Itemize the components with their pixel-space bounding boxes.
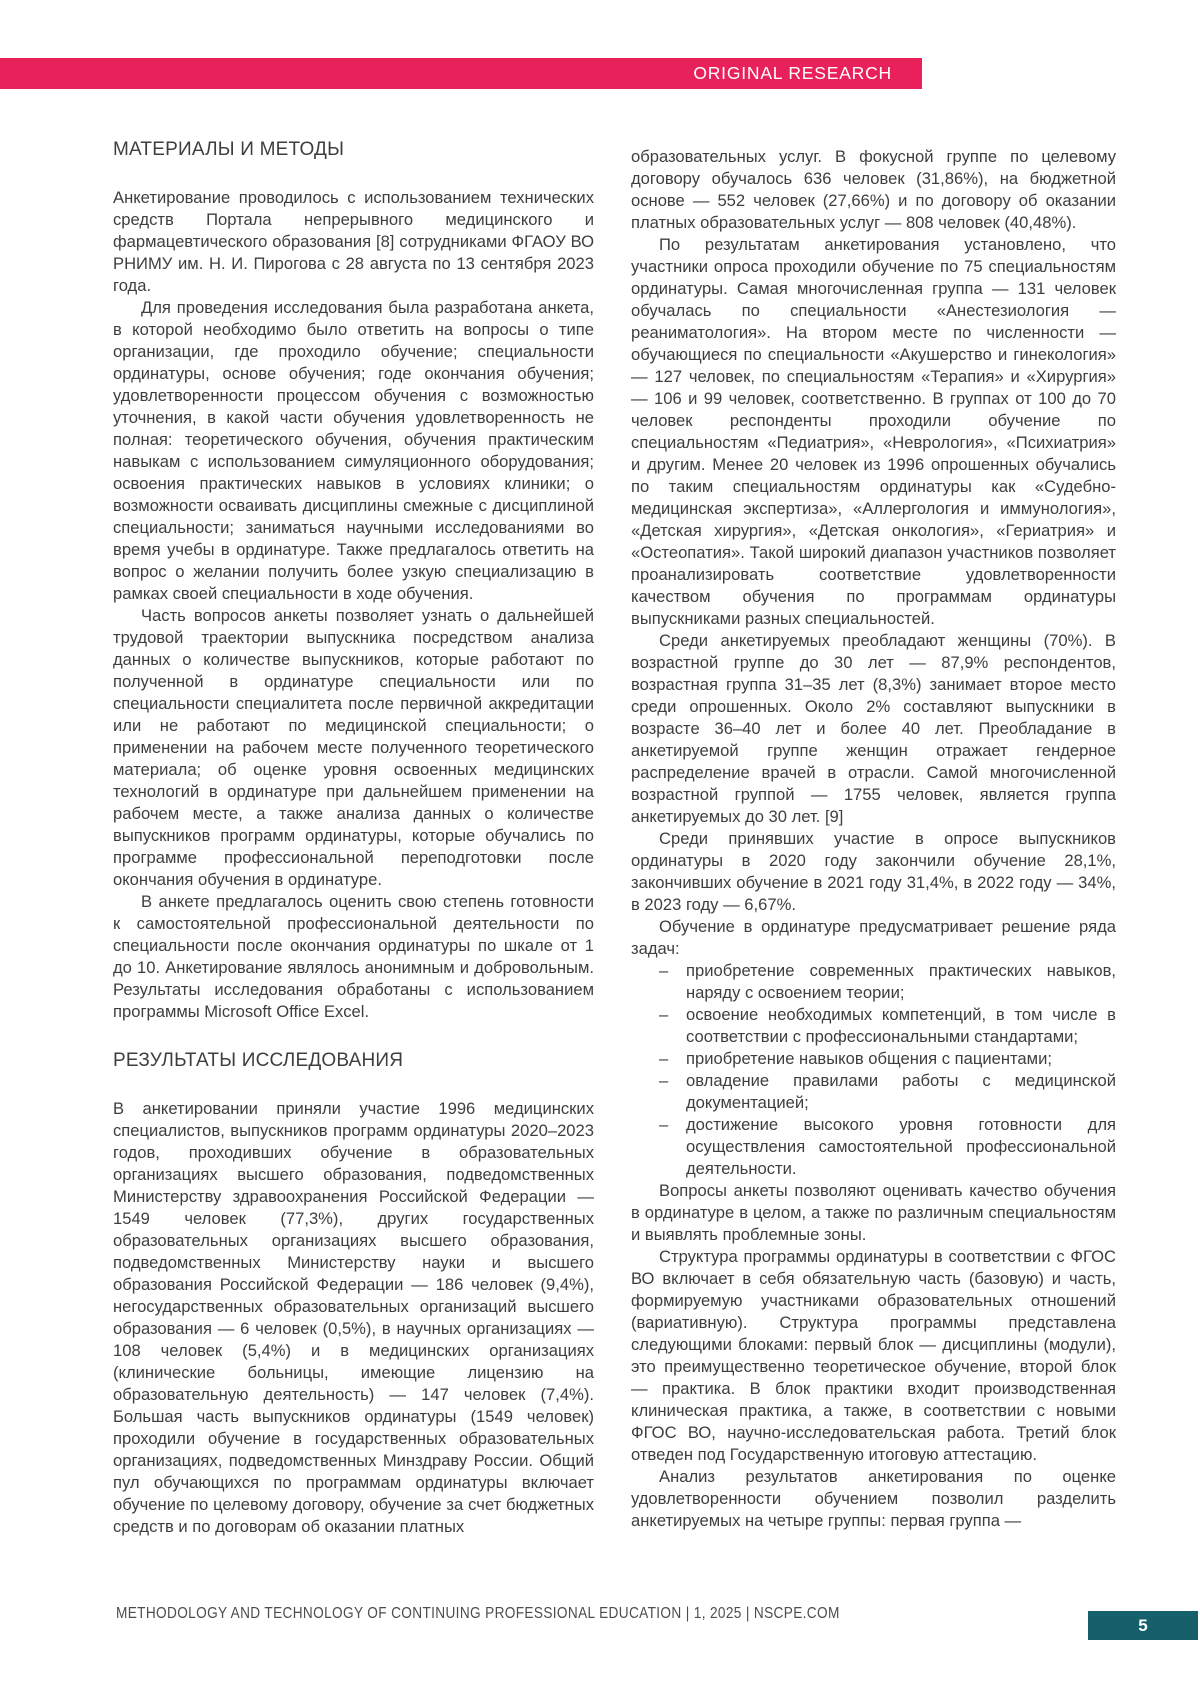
paragraph: образовательных услуг. В фокусной группе по целевому договору обучалось 636 человек (31,86%), на бюджетной основе — 552 человек (27,66%) и по договору об оказании платных образовательных услуг — 808 человек (40,48%). xyxy=(631,147,1116,232)
section-heading-results: РЕЗУЛЬТАТЫ ИССЛЕДОВАНИЯ xyxy=(113,1050,404,1071)
paragraph: Обучение в ординатуре предусматривает решение ряда задач: xyxy=(631,917,1116,958)
task-list xyxy=(631,960,1116,1180)
paragraph: В анкете предлагалось оценить свою степень готовности к самостоятельной профессиональной деятельности по специальности после окончания ординатуры по шкале от 1 до 10. Анкетирование являлось анонимным и добровольным. Результаты исследования обработаны с использованием программы Microsoft Office Excel. xyxy=(113,892,594,1021)
paragraph: Анализ результатов анкетирования по оценке удовлетворенности обучением позволил разделить анкетируемых на четыре группы: первая группа — xyxy=(631,1467,1116,1530)
dash-marker: – xyxy=(659,961,669,980)
paragraph: Среди анкетируемых преобладают женщины (70%). В возрастной группе до 30 лет — 87,9% респондентов, возрастная группа 31–35 лет (8,3%) занимает второе место среди опрошенных. Около 2% составляют выпускники в возрасте 36–40 лет и более 40 лет. Преобладание в анкетируемой группе женщин отражает гендерное распределение врачей в отрасли. Самой многочисленной возрастной группой — 1755 человек, является группа анкетируемых до 30 лет. [9] xyxy=(631,631,1116,826)
column-left xyxy=(113,138,594,1538)
page-number: 5 xyxy=(1138,1615,1148,1635)
dash-marker: – xyxy=(659,1115,669,1134)
paragraph: Структура программы ординатуры в соответствии с ФГОС ВО включает в себя обязательную часть (базовую) и часть, формируемую участниками образовательных отношений (вариативную). Структура программы представлена следующими блоками: первый блок — дисциплины (модули), это преимущественно теоретическое обучение, второй блок — практика. В блок практики входит производственная клиническая практика, а также, в соответствии с новыми ФГОС ВО, научно-исследовательская работа. Третий блок отведен под Государственную итоговую аттестацию. xyxy=(631,1247,1116,1464)
list-item-text: приобретение навыков общения с пациентами; xyxy=(686,1049,1052,1068)
paragraph: Среди принявших участие в опросе выпускников ординатуры в 2020 году закончили обучение 28,1%, закончивших обучение в 2021 году 31,4%, в 2022 году — 34%, в 2023 году — 6,67%. xyxy=(631,829,1116,914)
dash-marker: – xyxy=(659,1049,669,1068)
paragraph: В анкетировании приняли участие 1996 медицинских специалистов, выпускников программ ординатуры 2020–2023 годов, проходивших обучение в образовательных организациях высшего образования, подведомственных Министерству здравоохранения Российской Федерации — 1549 человек (77,3%), других государственных образовательных организациях высшего образования, подведомственных Министерству науки и высшего образования Российской Федерации — 186 человек (9,4%), негосударственных образовательных организаций высшего образования — 6 человек (0,5%), в научных организациях — 108 человек (5,4%) и в медицинских организациях (клинические больницы, имеющие лицензию на образовательную деятельность) — 147 человек (7,4%). Большая часть выпускников ординатуры (1549 человек) проходили обучение в государственных образовательных организациях, подведомственных Минздраву России. Общий пул обучающихся по программам ординатуры включает обучение по целевому договору, обучение за счет бюджетных средств и по договорам об оказании платных xyxy=(113,1099,594,1536)
column-right xyxy=(631,146,1116,1532)
paragraph: По результатам анкетирования установлено, что участники опроса проходили обучение по 75 специальностям ординатуры. Самая многочисленная группа — 131 человек обучалась по специальности «Анестезиология — реаниматология». На втором месте по численности — обучающиеся по специальности «Акушерство и гинекология» — 127 человек, по специальностям «Терапия» и «Хирургия» — 106 и 99 человек, соответственно. В группах от 100 до 70 человек респонденты проходили обучение по специальностям «Педиатрия», «Неврология», «Психиатрия» и другим. Менее 20 человек из 1996 опрошенных обучались по таким специальностям ординатуры как «Судебно-медицинская экспертиза», «Аллергология и иммунология», «Детская хирургия», «Детская онкология», «Гериатрия» и «Остеопатия». Такой широкий диапазон участников позволяет проанализировать соответствие удовлетворенности качеством обучения по программам ординатуры выпускниками разных специальностей. xyxy=(631,235,1116,628)
header-bar xyxy=(0,58,922,89)
list-item xyxy=(631,1070,1116,1114)
paragraph: Для проведения исследования была разработана анкета, в которой необходимо было ответить на вопросы о типе организации, где проходило обучение; специальности ординатуры, основе обучения; годе окончания обучения; удовлетворенности процессом обучения с возможностью уточнения, в какой части обучения удовлетворенность не полная: теоретического обучения, обучения практическим навыкам с использованием симуляционного оборудования; освоения практических навыков в условиях клиники; о возможности осваивать дисциплины смежные с дисциплиной специальности; заниматься научными исследованиями во время учебы в ординатуре. Также предлагалось ответить на вопрос о желании получить более узкую специализацию в рамках своей специальности в ходе обучения. xyxy=(113,298,594,603)
paragraph: Часть вопросов анкеты позволяет узнать о дальнейшей трудовой траектории выпускника посредством анализа данных о количестве выпускников, которые работают по полученной в ординатуре специальности или по специальности специалитета после первичной аккредитации или не работают по медицинской специальности; о применении на рабочем месте полученного теоретического материала; об оценке уровня освоенных медицинских технологий в ординатуре при дальнейшем применении на рабочем месте, а также анализа данных о количестве выпускников программ ординатуры, которые обучались по программе профессиональной переподготовки после окончания обучения в ординатуре. xyxy=(113,606,594,889)
list-item xyxy=(631,1048,1116,1070)
section-heading-materials: МАТЕРИАЛЫ И МЕТОДЫ xyxy=(113,139,345,160)
list-item-text: овладение правилами работы с медицинской документацией; xyxy=(686,1071,1116,1112)
paragraph: Анкетирование проводилось с использованием технических средств Портала непрерывного медицинского и фармацевтического образования [8] сотрудниками ФГАОУ ВО РНИМУ им. Н. И. Пирогова с 28 августа по 13 сентября 2023 года. xyxy=(113,188,594,295)
footer-journal-line: METHODOLOGY AND TECHNOLOGY OF CONTINUING PROFESSIONAL EDUCATION | 1, 2025 | NSCPE.COM xyxy=(116,1605,840,1622)
dash-marker: – xyxy=(659,1005,669,1024)
list-item xyxy=(631,1114,1116,1180)
list-item xyxy=(631,960,1116,1004)
page-number-box xyxy=(1088,1611,1198,1640)
list-item-text: освоение необходимых компетенций, в том числе в соответствии с профессиональными стандартами; xyxy=(686,1005,1116,1046)
header-label: ORIGINAL RESEARCH xyxy=(693,63,892,83)
list-item-text: приобретение современных практических навыков, наряду с освоением теории; xyxy=(686,961,1116,1002)
paragraph: Вопросы анкеты позволяют оценивать качество обучения в ординатуре в целом, а также по различным специальностям и выявлять проблемные зоны. xyxy=(631,1181,1116,1244)
list-item-text: достижение высокого уровня готовности для осуществления самостоятельной профессиональной деятельности. xyxy=(686,1115,1116,1178)
list-item xyxy=(631,1004,1116,1048)
dash-marker: – xyxy=(659,1071,669,1090)
